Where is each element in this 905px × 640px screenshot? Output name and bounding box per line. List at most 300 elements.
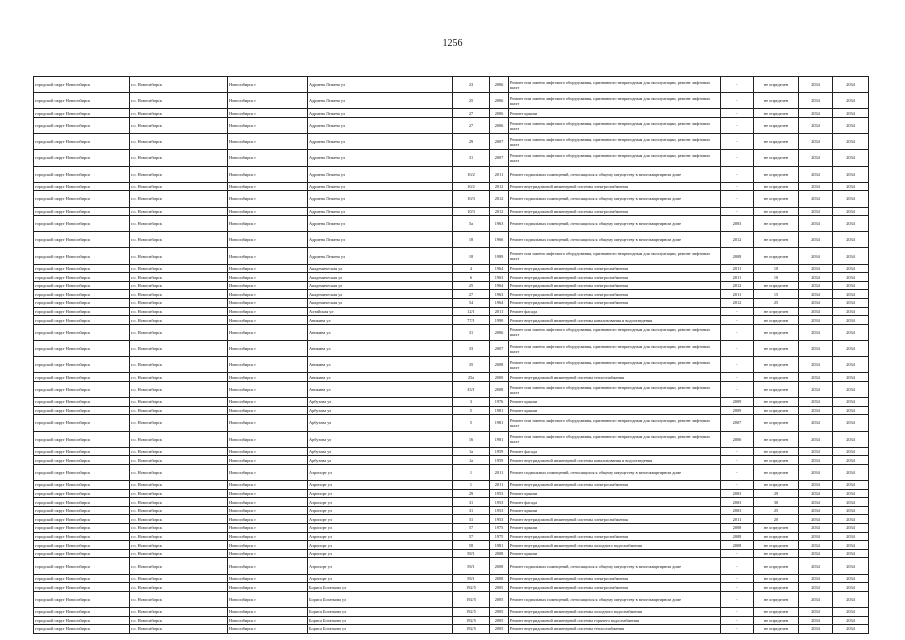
table-row — [34, 248, 869, 264]
municipality-cell: городской округ Новосибирск — [34, 447, 130, 456]
municipality-cell: городской округ Новосибирск — [34, 150, 130, 166]
street-cell: Аэропорт ул — [308, 506, 453, 515]
last-repair-year-cell: - — [721, 324, 754, 340]
build-year-cell: 2008 — [490, 381, 509, 397]
last-repair-year-cell: - — [721, 558, 754, 574]
locality-cell: Новосибирск г — [228, 447, 308, 456]
table-row — [34, 109, 869, 118]
last-repair-year-cell: 2012 — [721, 299, 754, 308]
house-number-cell: 58/1 — [453, 558, 490, 574]
last-repair-year-cell: - — [721, 182, 754, 191]
plan-end-year-cell: 2034 — [833, 415, 869, 431]
table-row — [34, 191, 869, 207]
plan-start-year-cell: 2034 — [799, 574, 833, 583]
table-row — [34, 273, 869, 282]
wear-percent-cell: не определен — [754, 524, 799, 533]
wear-percent-cell: 20 — [754, 515, 799, 524]
work-type-cell: Ремонт подвальных помещений, относящихся к общему имуществу в многоквартирном доме — [509, 232, 721, 248]
street-cell: Аникина ул — [308, 341, 453, 357]
plan-start-year-cell: 2034 — [799, 324, 833, 340]
house-number-cell: 5а — [453, 216, 490, 232]
plan-end-year-cell: 2034 — [833, 273, 869, 282]
settlement-cell: г.о. Новосибирск — [130, 406, 228, 415]
table-row — [34, 456, 869, 465]
work-type-cell: Ремонт крыши — [509, 489, 721, 498]
street-cell: Аэропорт ул — [308, 498, 453, 507]
table-row — [34, 117, 869, 133]
table-row — [34, 324, 869, 340]
locality-cell: Новосибирск г — [228, 524, 308, 533]
municipality-cell: городской округ Новосибирск — [34, 117, 130, 133]
street-cell: Аэропорт ул — [308, 489, 453, 498]
plan-end-year-cell: 2034 — [833, 232, 869, 248]
work-type-cell: Ремонт или замена лифтового оборудования, признанного непригодным для эксплуатации, ремонт лифтовых шахт — [509, 248, 721, 264]
build-year-cell: 2011 — [490, 481, 509, 490]
settlement-cell: г.о. Новосибирск — [130, 489, 228, 498]
street-cell: Академическая ул — [308, 273, 453, 282]
plan-start-year-cell: 2034 — [799, 281, 833, 290]
last-repair-year-cell: 2003 — [721, 506, 754, 515]
last-repair-year-cell: 2008 — [721, 532, 754, 541]
plan-end-year-cell: 2034 — [833, 489, 869, 498]
municipality-cell: городской округ Новосибирск — [34, 109, 130, 118]
house-number-cell: 27 — [453, 290, 490, 299]
municipality-cell: городской округ Новосибирск — [34, 381, 130, 397]
wear-percent-cell: не определен — [754, 166, 799, 182]
plan-end-year-cell: 2034 — [833, 481, 869, 490]
house-number-cell: 10/2 — [453, 166, 490, 182]
plan-end-year-cell: 2034 — [833, 357, 869, 373]
locality-cell: Новосибирск г — [228, 591, 308, 607]
settlement-cell: г.о. Новосибирск — [130, 464, 228, 480]
plan-end-year-cell: 2034 — [833, 406, 869, 415]
plan-end-year-cell: 2034 — [833, 216, 869, 232]
plan-start-year-cell: 2034 — [799, 558, 833, 574]
locality-cell: Новосибирск г — [228, 264, 308, 273]
municipality-cell: городской округ Новосибирск — [34, 489, 130, 498]
last-repair-year-cell: - — [721, 549, 754, 558]
locality-cell: Новосибирск г — [228, 608, 308, 617]
table-row — [34, 574, 869, 583]
work-type-cell: Ремонт крыши — [509, 524, 721, 533]
work-type-cell: Ремонт внутридомовой инженерной системы холодного водоснабжения — [509, 541, 721, 550]
table-row — [34, 182, 869, 191]
last-repair-year-cell: 2006 — [721, 431, 754, 447]
municipality-cell: городской округ Новосибирск — [34, 324, 130, 340]
house-number-cell: 58/1 — [453, 574, 490, 583]
house-number-cell: 31 — [453, 498, 490, 507]
table-row — [34, 431, 869, 447]
wear-percent-cell: не определен — [754, 232, 799, 248]
plan-end-year-cell: 2034 — [833, 299, 869, 308]
work-type-cell: Ремонт внутридомовой инженерной системы электроснабжения — [509, 290, 721, 299]
table-row — [34, 216, 869, 232]
street-cell: Бориса Богаткова ул — [308, 591, 453, 607]
build-year-cell: 2005 — [490, 583, 509, 592]
work-type-cell: Ремонт внутридомовой инженерной системы электроснабжения — [509, 273, 721, 282]
wear-percent-cell: не определен — [754, 109, 799, 118]
municipality-cell: городской округ Новосибирск — [34, 398, 130, 407]
last-repair-year-cell: 2007 — [721, 415, 754, 431]
house-number-cell: 29 — [453, 134, 490, 150]
table-row — [34, 307, 869, 316]
street-cell: Аэропорт ул — [308, 515, 453, 524]
municipality-cell: городской округ Новосибирск — [34, 549, 130, 558]
table-row — [34, 549, 869, 558]
plan-start-year-cell: 2034 — [799, 464, 833, 480]
locality-cell: Новосибирск г — [228, 506, 308, 515]
street-cell: Адриена Лежена ул — [308, 166, 453, 182]
table-body — [34, 77, 869, 634]
street-cell: Адриена Лежена ул — [308, 182, 453, 191]
street-cell: Аникина ул — [308, 381, 453, 397]
last-repair-year-cell: - — [721, 608, 754, 617]
last-repair-year-cell: 2011 — [721, 273, 754, 282]
street-cell: Аэропорт ул — [308, 464, 453, 480]
build-year-cell: 1959 — [490, 456, 509, 465]
plan-start-year-cell: 2034 — [799, 341, 833, 357]
wear-percent-cell: не определен — [754, 281, 799, 290]
last-repair-year-cell: 2009 — [721, 406, 754, 415]
municipality-cell: городской округ Новосибирск — [34, 583, 130, 592]
work-type-cell: Ремонт или замена лифтового оборудования, признанного непригодным для эксплуатации, ремонт лифтовых шахт — [509, 93, 721, 109]
plan-end-year-cell: 2034 — [833, 558, 869, 574]
build-year-cell: 2012 — [490, 207, 509, 216]
work-type-cell: Ремонт подвальных помещений, относящихся к общему имуществу в многоквартирном доме — [509, 191, 721, 207]
plan-end-year-cell: 2034 — [833, 117, 869, 133]
municipality-cell: городской округ Новосибирск — [34, 273, 130, 282]
house-number-cell: 31 — [453, 515, 490, 524]
last-repair-year-cell: - — [721, 616, 754, 625]
house-number-cell: 35 — [453, 357, 490, 373]
settlement-cell: г.о. Новосибирск — [130, 341, 228, 357]
municipality-cell: городской округ Новосибирск — [34, 248, 130, 264]
settlement-cell: г.о. Новосибирск — [130, 447, 228, 456]
build-year-cell: 1953 — [490, 515, 509, 524]
municipality-cell: городской округ Новосибирск — [34, 558, 130, 574]
house-number-cell: 29 — [453, 489, 490, 498]
build-year-cell: 1963 — [490, 273, 509, 282]
wear-percent-cell: 30 — [754, 498, 799, 507]
plan-end-year-cell: 2034 — [833, 248, 869, 264]
build-year-cell: 2005 — [490, 616, 509, 625]
plan-end-year-cell: 2034 — [833, 381, 869, 397]
street-cell: Адриена Лежена ул — [308, 216, 453, 232]
locality-cell: Новосибирск г — [228, 498, 308, 507]
settlement-cell: г.о. Новосибирск — [130, 357, 228, 373]
settlement-cell: г.о. Новосибирск — [130, 591, 228, 607]
wear-percent-cell: не определен — [754, 316, 799, 325]
settlement-cell: г.о. Новосибирск — [130, 506, 228, 515]
plan-end-year-cell: 2034 — [833, 532, 869, 541]
last-repair-year-cell: - — [721, 150, 754, 166]
wear-percent-cell: не определен — [754, 608, 799, 617]
plan-start-year-cell: 2034 — [799, 398, 833, 407]
work-type-cell: Ремонт подвальных помещений, относящихся к общему имуществу в многоквартирном доме — [509, 216, 721, 232]
wear-percent-cell: не определен — [754, 549, 799, 558]
house-number-cell: 31 — [453, 506, 490, 515]
work-type-cell: Ремонт крыши — [509, 506, 721, 515]
plan-start-year-cell: 2034 — [799, 117, 833, 133]
municipality-cell: городской округ Новосибирск — [34, 191, 130, 207]
settlement-cell: г.о. Новосибирск — [130, 415, 228, 431]
build-year-cell: 2007 — [490, 150, 509, 166]
settlement-cell: г.о. Новосибирск — [130, 77, 228, 93]
work-type-cell: Ремонт внутридомовой инженерной системы электроснабжения — [509, 299, 721, 308]
plan-end-year-cell: 2034 — [833, 316, 869, 325]
settlement-cell: г.о. Новосибирск — [130, 248, 228, 264]
wear-percent-cell: 10 — [754, 264, 799, 273]
house-number-cell: 58/1 — [453, 549, 490, 558]
municipality-cell: городской округ Новосибирск — [34, 481, 130, 490]
house-number-cell: 192/5 — [453, 616, 490, 625]
municipality-cell: городской округ Новосибирск — [34, 498, 130, 507]
build-year-cell: 1953 — [490, 489, 509, 498]
house-number-cell: 1 — [453, 481, 490, 490]
settlement-cell: г.о. Новосибирск — [130, 207, 228, 216]
build-year-cell: 2006 — [490, 77, 509, 93]
last-repair-year-cell: - — [721, 307, 754, 316]
house-number-cell: 25а — [453, 373, 490, 382]
locality-cell: Новосибирск г — [228, 398, 308, 407]
plan-end-year-cell: 2034 — [833, 515, 869, 524]
plan-start-year-cell: 2034 — [799, 625, 833, 634]
work-type-cell: Ремонт или замена лифтового оборудования, признанного непригодным для эксплуатации, ремонт лифтовых шахт — [509, 415, 721, 431]
locality-cell: Новосибирск г — [228, 299, 308, 308]
build-year-cell: 2006 — [490, 109, 509, 118]
wear-percent-cell: не определен — [754, 216, 799, 232]
work-type-cell: Ремонт внутридомовой инженерной системы электроснабжения — [509, 574, 721, 583]
build-year-cell: 2006 — [490, 93, 509, 109]
wear-percent-cell: не определен — [754, 616, 799, 625]
work-type-cell: Ремонт крыши — [509, 398, 721, 407]
street-cell: Адриена Лежена ул — [308, 207, 453, 216]
locality-cell: Новосибирск г — [228, 541, 308, 550]
settlement-cell: г.о. Новосибирск — [130, 182, 228, 191]
locality-cell: Новосибирск г — [228, 93, 308, 109]
plan-end-year-cell: 2034 — [833, 524, 869, 533]
locality-cell: Новосибирск г — [228, 150, 308, 166]
plan-end-year-cell: 2034 — [833, 324, 869, 340]
last-repair-year-cell: - — [721, 464, 754, 480]
last-repair-year-cell: - — [721, 117, 754, 133]
locality-cell: Новосибирск г — [228, 341, 308, 357]
wear-percent-cell: не определен — [754, 357, 799, 373]
table-row — [34, 608, 869, 617]
build-year-cell: 2005 — [490, 591, 509, 607]
locality-cell: Новосибирск г — [228, 77, 308, 93]
build-year-cell: 1975 — [490, 524, 509, 533]
wear-percent-cell: не определен — [754, 307, 799, 316]
locality-cell: Новосибирск г — [228, 134, 308, 150]
locality-cell: Новосибирск г — [228, 574, 308, 583]
build-year-cell: 1964 — [490, 264, 509, 273]
municipality-cell: городской округ Новосибирск — [34, 515, 130, 524]
settlement-cell: г.о. Новосибирск — [130, 264, 228, 273]
street-cell: Аэропорт ул — [308, 524, 453, 533]
plan-start-year-cell: 2034 — [799, 273, 833, 282]
plan-end-year-cell: 2034 — [833, 150, 869, 166]
plan-start-year-cell: 2034 — [799, 216, 833, 232]
wear-percent-cell: не определен — [754, 182, 799, 191]
locality-cell: Новосибирск г — [228, 456, 308, 465]
plan-start-year-cell: 2034 — [799, 431, 833, 447]
locality-cell: Новосибирск г — [228, 182, 308, 191]
municipality-cell: городской округ Новосибирск — [34, 341, 130, 357]
plan-end-year-cell: 2034 — [833, 431, 869, 447]
work-type-cell: Ремонт фасада — [509, 447, 721, 456]
municipality-cell: городской округ Новосибирск — [34, 541, 130, 550]
municipality-cell: городской округ Новосибирск — [34, 574, 130, 583]
street-cell: Адриена Лежена ул — [308, 232, 453, 248]
last-repair-year-cell: - — [721, 373, 754, 382]
house-number-cell: 31 — [453, 150, 490, 166]
table-row — [34, 524, 869, 533]
plan-end-year-cell: 2034 — [833, 341, 869, 357]
municipality-cell: городской округ Новосибирск — [34, 264, 130, 273]
locality-cell: Новосибирск г — [228, 324, 308, 340]
wear-percent-cell: 25 — [754, 506, 799, 515]
plan-start-year-cell: 2034 — [799, 150, 833, 166]
street-cell: Аэропорт ул — [308, 549, 453, 558]
work-type-cell: Ремонт внутридомовой инженерной системы электроснабжения — [509, 264, 721, 273]
locality-cell: Новосибирск г — [228, 549, 308, 558]
house-number-cell: 27 — [453, 109, 490, 118]
table-row — [34, 583, 869, 592]
street-cell: Аникина ул — [308, 373, 453, 382]
table-row — [34, 464, 869, 480]
house-number-cell: 27 — [453, 117, 490, 133]
plan-start-year-cell: 2034 — [799, 481, 833, 490]
plan-start-year-cell: 2034 — [799, 191, 833, 207]
last-repair-year-cell: - — [721, 583, 754, 592]
street-cell: Академическая ул — [308, 299, 453, 308]
locality-cell: Новосибирск г — [228, 532, 308, 541]
plan-end-year-cell: 2034 — [833, 166, 869, 182]
last-repair-year-cell: 2012 — [721, 281, 754, 290]
locality-cell: Новосибирск г — [228, 406, 308, 415]
plan-end-year-cell: 2034 — [833, 464, 869, 480]
municipality-cell: городской округ Новосибирск — [34, 464, 130, 480]
street-cell: Академическая ул — [308, 264, 453, 273]
last-repair-year-cell: 2003 — [721, 498, 754, 507]
plan-start-year-cell: 2034 — [799, 93, 833, 109]
street-cell: Адриена Лежена ул — [308, 248, 453, 264]
table-row — [34, 299, 869, 308]
plan-start-year-cell: 2034 — [799, 109, 833, 118]
last-repair-year-cell: 2008 — [721, 248, 754, 264]
settlement-cell: г.о. Новосибирск — [130, 134, 228, 150]
plan-start-year-cell: 2034 — [799, 506, 833, 515]
build-year-cell: 2005 — [490, 625, 509, 634]
street-cell: Аэропорт ул — [308, 574, 453, 583]
street-cell: Алтайская ул — [308, 307, 453, 316]
plan-start-year-cell: 2034 — [799, 532, 833, 541]
work-type-cell: Ремонт или замена лифтового оборудования, признанного непригодным для эксплуатации, ремонт лифтовых шахт — [509, 357, 721, 373]
table-row — [34, 415, 869, 431]
plan-start-year-cell: 2034 — [799, 207, 833, 216]
work-type-cell: Ремонт или замена лифтового оборудования, признанного непригодным для эксплуатации, ремонт лифтовых шахт — [509, 77, 721, 93]
build-year-cell: 1990 — [490, 316, 509, 325]
build-year-cell: 1976 — [490, 398, 509, 407]
last-repair-year-cell: 2008 — [721, 541, 754, 550]
house-number-cell: 54 — [453, 299, 490, 308]
plan-start-year-cell: 2034 — [799, 549, 833, 558]
last-repair-year-cell: - — [721, 357, 754, 373]
plan-end-year-cell: 2034 — [833, 591, 869, 607]
table-row — [34, 625, 869, 634]
plan-start-year-cell: 2034 — [799, 489, 833, 498]
plan-end-year-cell: 2034 — [833, 616, 869, 625]
build-year-cell: 1963 — [490, 216, 509, 232]
table-row — [34, 406, 869, 415]
municipality-cell: городской округ Новосибирск — [34, 207, 130, 216]
last-repair-year-cell: 2011 — [721, 290, 754, 299]
plan-start-year-cell: 2034 — [799, 77, 833, 93]
build-year-cell: 2011 — [490, 464, 509, 480]
plan-start-year-cell: 2034 — [799, 515, 833, 524]
wear-percent-cell: не определен — [754, 77, 799, 93]
street-cell: Арбузова ул — [308, 456, 453, 465]
work-type-cell: Ремонт или замена лифтового оборудования, признанного непригодным для эксплуатации, ремонт лифтовых шахт — [509, 117, 721, 133]
wear-percent-cell: не определен — [754, 93, 799, 109]
work-type-cell: Ремонт внутридомовой инженерной системы теплоснабжения — [509, 625, 721, 634]
last-repair-year-cell: - — [721, 456, 754, 465]
build-year-cell: 1981 — [490, 431, 509, 447]
last-repair-year-cell: - — [721, 574, 754, 583]
table-row — [34, 489, 869, 498]
work-type-cell: Ремонт подвальных помещений, относящихся к общему имуществу в многоквартирном доме — [509, 166, 721, 182]
settlement-cell: г.о. Новосибирск — [130, 549, 228, 558]
table-row — [34, 558, 869, 574]
work-type-cell: Ремонт внутридомовой инженерной системы электроснабжения — [509, 182, 721, 191]
locality-cell: Новосибирск г — [228, 248, 308, 264]
last-repair-year-cell: - — [721, 625, 754, 634]
locality-cell: Новосибирск г — [228, 316, 308, 325]
plan-end-year-cell: 2034 — [833, 93, 869, 109]
house-number-cell: 3 — [453, 398, 490, 407]
municipality-cell: городской округ Новосибирск — [34, 373, 130, 382]
last-repair-year-cell: - — [721, 191, 754, 207]
table-row — [34, 207, 869, 216]
street-cell: Адриена Лежена ул — [308, 109, 453, 118]
municipality-cell: городской округ Новосибирск — [34, 316, 130, 325]
work-type-cell: Ремонт внутридомовой инженерной системы электроснабжения — [509, 515, 721, 524]
house-number-cell: 25 — [453, 93, 490, 109]
settlement-cell: г.о. Новосибирск — [130, 583, 228, 592]
table-row — [34, 77, 869, 93]
build-year-cell: 1981 — [490, 541, 509, 550]
settlement-cell: г.о. Новосибирск — [130, 166, 228, 182]
plan-end-year-cell: 2034 — [833, 109, 869, 118]
build-year-cell: 2012 — [490, 191, 509, 207]
table-row — [34, 290, 869, 299]
work-type-cell: Ремонт внутридомовой инженерной системы электроснабжения — [509, 481, 721, 490]
locality-cell: Новосибирск г — [228, 357, 308, 373]
house-number-cell: 16 — [453, 431, 490, 447]
street-cell: Академическая ул — [308, 290, 453, 299]
street-cell: Арбузова ул — [308, 431, 453, 447]
locality-cell: Новосибирск г — [228, 216, 308, 232]
municipality-cell: городской округ Новосибирск — [34, 232, 130, 248]
street-cell: Арбузова ул — [308, 398, 453, 407]
build-year-cell: 1959 — [490, 447, 509, 456]
last-repair-year-cell: - — [721, 381, 754, 397]
plan-start-year-cell: 2034 — [799, 248, 833, 264]
settlement-cell: г.о. Новосибирск — [130, 498, 228, 507]
work-type-cell: Ремонт или замена лифтового оборудования, признанного непригодным для эксплуатации, ремонт лифтовых шахт — [509, 381, 721, 397]
municipality-cell: городской округ Новосибирск — [34, 307, 130, 316]
